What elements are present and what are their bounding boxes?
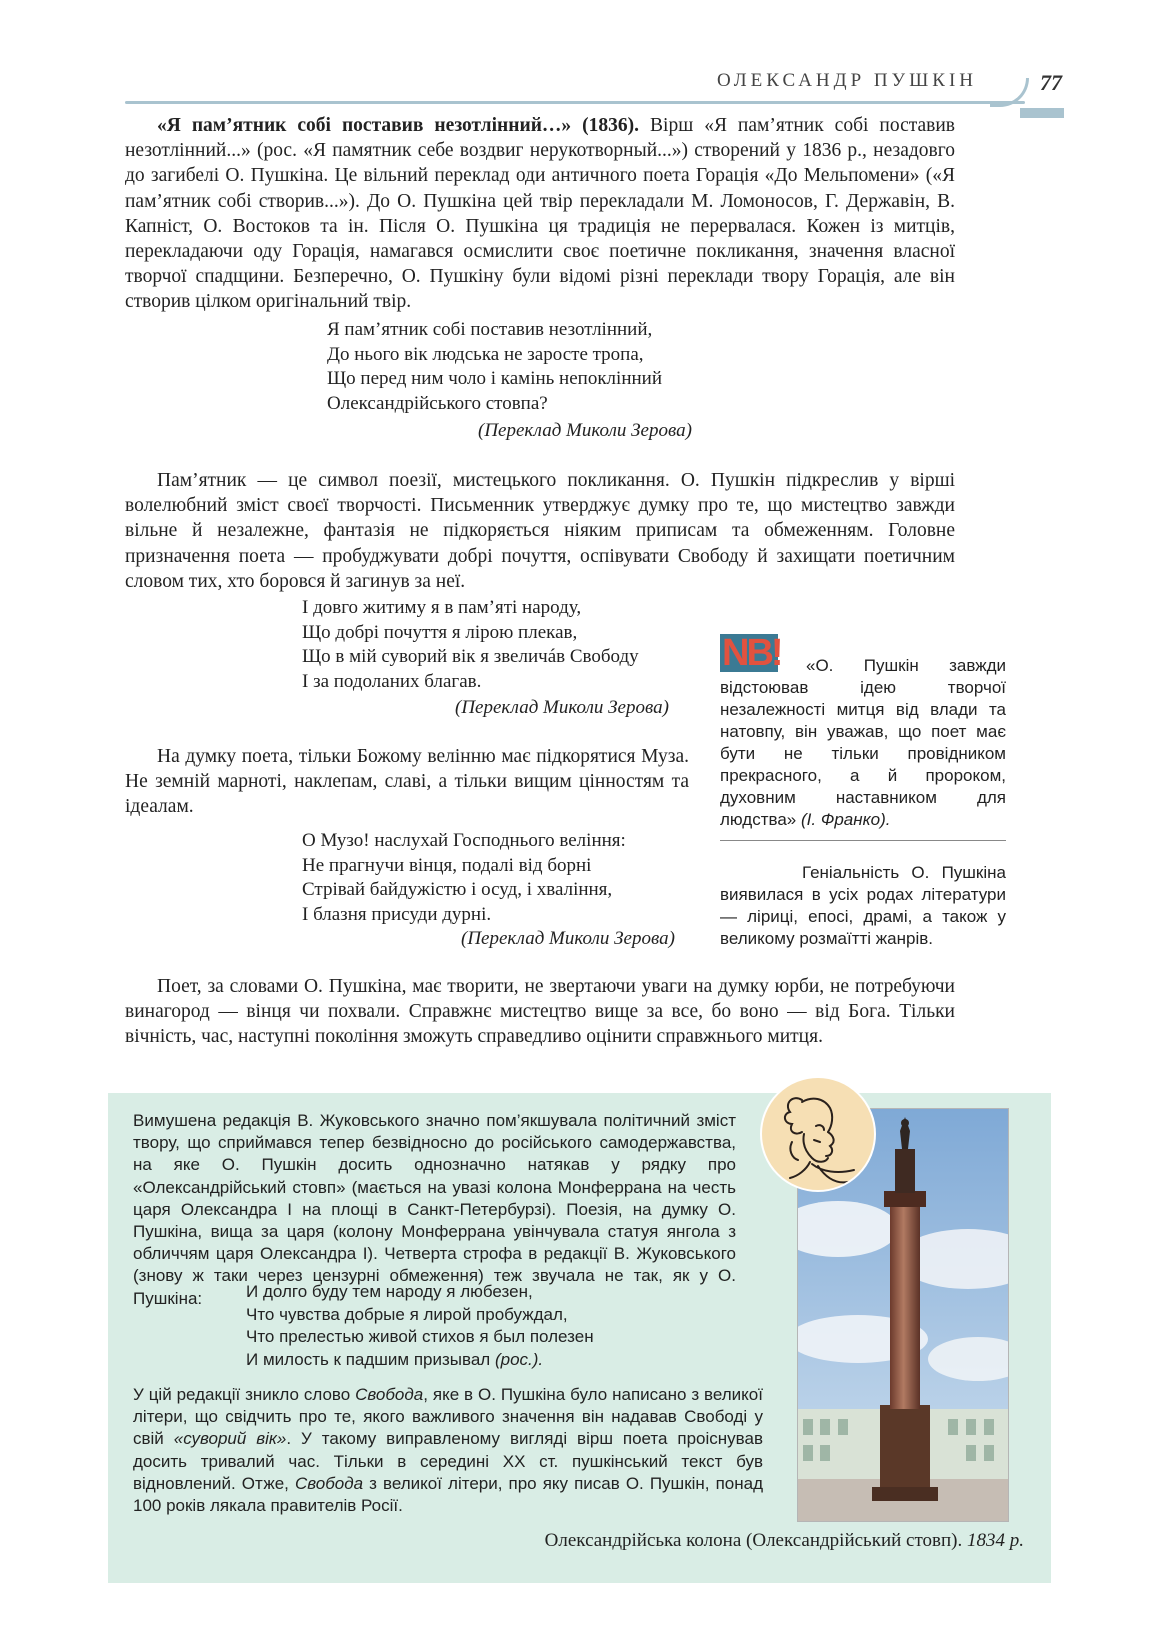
pushkin-portrait-sketch (760, 1076, 876, 1192)
box-verse-line: Что прелестью живой стихов я был полезен (246, 1327, 594, 1346)
verse-3 (302, 829, 626, 927)
verse-2-attribution: (Переклад Миколи Зерова) (455, 697, 669, 718)
box-text-2-part: . У такому виправленому вигляді вірш поета проіснував досить тривалий час. Тільки в середині ХХ ст. пушкінський текст був відновлений. Отже, (133, 1429, 763, 1493)
verse-line: Я пам’ятник собі поставив незотлінний, (327, 319, 653, 340)
verse-1-attribution: (Переклад Миколи Зерова) (478, 420, 692, 441)
box-verse (246, 1281, 594, 1371)
nb-logo-text: NB! (722, 632, 781, 674)
photo-caption (545, 1530, 1024, 1552)
paragraph-4-text: Поет, за словами О. Пушкіна, має творити, не звертаючи уваги на думку юрби, не потребуючи винагород — вінця чи похвали. Справжнє мистецтво вище за все, бо воно — від Бога. Тільки вічність, час, наступні покоління зможуть справедливо оцінити справжнього митця. (125, 976, 955, 1048)
verse-line: І за подоланих благав. (302, 670, 482, 692)
verse-line: І блазня присуди дурні. (302, 903, 492, 925)
paragraph-3 (125, 744, 689, 820)
box-text-2-part: У цій редакції зникло слово (133, 1385, 351, 1404)
running-title: ОЛЕКСАНДР ПУШКІН (717, 70, 977, 91)
nb-quote-author: (І. Франко). (801, 810, 891, 829)
poem-title: «Я пам’ятник собі поставив незотлінний…» (1836). (157, 115, 640, 136)
sidebar-divider (720, 840, 1006, 841)
nb-note: Геніальність О. Пушкіна виявилася в усіх родах літератури — ліриці, епосі, драмі, а також у великому розмаїтті жанрів. (720, 863, 1006, 948)
verse-line: І довго житиму я в пам’яті народу, (302, 597, 582, 618)
nb-quote-text: «О. Пушкін завжди відстоював ідею творчої незалежності митця від влади та натовпу, він уважав, що поет має бути не тільки провідником прекрасного, а й пророком, духовним наставником для людства» (720, 656, 1006, 829)
verse-line: Олександрійського стовпа? (327, 392, 548, 414)
box-text-2 (133, 1384, 763, 1517)
verse-2 (302, 596, 639, 694)
verse-line: О Музо! наслухай Господнього веління: (302, 830, 626, 851)
pushkin-sketch-illustration (762, 1078, 874, 1190)
box-text-1: Вимушена редакція В. Жуковського значно пом’якшувала політичний зміст твору, що сприймався тепер безвідносно до російського самодержавства, на яке О. Пушкін досить однозначно натякав у рядку про «Олександрійський стовп» (мається на увазі колона Монферрана на честь царя Олександра І на площі в Санкт-Петербурзі). Поезія, на думку О. Пушкіна, вища за царя (колону Монферрана увінчувала статуя янгола з обличчям царя Олександра І). Четверта строфа в редакції В. Жуковського (знову ж таки через цензурні обмеження) теж звучала не так, як у О. Пушкіна: (133, 1111, 736, 1308)
verse-1 (327, 318, 662, 416)
box-emphasis-quote: «суворий вік» (173, 1429, 287, 1449)
photo-caption-year: 1834 р. (967, 1530, 1024, 1551)
page-number: 77 (1040, 70, 1062, 95)
intro-paragraph (125, 113, 955, 315)
box-emphasis-word: Свобода (294, 1473, 364, 1493)
photo-caption-text: Олександрійська колона (Олександрійський стовп). (544, 1530, 963, 1551)
box-verse-suffix: (рос.). (494, 1349, 544, 1369)
verse-3-attribution: (Переклад Миколи Зерова) (461, 928, 675, 949)
intro-text: Вірш «Я пам’ятник собі поставив незотлінний...» (рос. «Я памятник себе воздвиг нерукотворный...») створений у 1836 р., незадовго до загибелі О. Пушкіна. Це вільний переклад оди античного поета Горація «До Мельпомени» («Я пам’ятник собі створив...»). До О. Пушкіна цей твір перекладали М. Ломоносов, Г. Державін, В. Капніст, О. Востоков та ін. Після О. Пушкіна ця традиція не перервалася. Кожен із митців, перекладаючи оду Горація, намагався осмислити своє поетичне покликання, значення власної творчої спадщини. Безперечно, О. Пушкіну були відомі різні переклади твору Горація, але він створив цілком оригінальний твір. (125, 115, 955, 313)
nb-quote (720, 655, 1006, 831)
header-rule (125, 101, 1025, 104)
box-verse-line (246, 1349, 594, 1372)
verse-line: Що перед ним чоло і камінь непоклінний (327, 368, 662, 389)
box-verse-line: Что чувства добрые я лирой пробуждал, (246, 1304, 568, 1324)
box-text-2-part: , яке в О. Пушкіна було написано з великої літери, що свідчить про те, якого важливого значення він надавав Свободі у свій (133, 1385, 763, 1449)
verse-line: Не прагнучи вінця, подалі від борні (302, 854, 592, 876)
verse-line: Стрівай байдужістю і осуд, і хваління, (302, 879, 613, 900)
verse-line: До нього вік людська не заросте тропа, (327, 343, 644, 365)
box-emphasis-word: Свобода (355, 1385, 424, 1404)
box-text-2-part: з великої літери, про яку писав О. Пушкін, понад 100 років лякала правителів Росії. (133, 1473, 764, 1516)
page-header (0, 0, 1162, 120)
paragraph-3-text: На думку поета, тільки Божому велінню має підкорятися Муза. Не земній марноті, наклепам, славі, а тільки вищим цінностям та ідеалам. (125, 746, 689, 818)
paragraph-4 (125, 974, 955, 1050)
header-tab (1020, 108, 1064, 118)
paragraph-2 (125, 468, 955, 594)
verse-line: Що в мій суворий вік я звеличáв Свободу (302, 646, 639, 667)
box-verse-line-text: И милость к падшим призывал (246, 1349, 491, 1369)
box-verse-line: И долго буду тем народу я любезен, (246, 1282, 533, 1301)
verse-line: Що добрі почуття я лірою плекав, (302, 621, 578, 643)
paragraph-2-text: Пам’ятник — це символ поезії, мистецького покликання. О. Пушкін підкреслив у вірші волелюбний зміст своєї творчості. Письменник утверджує думку про те, що мистецтво завжди вільне й незалежне, фантазія не підкоряється ніяким приписам та обмеженням. Головне призначення поета — пробуджувати добрі почуття, оспівувати Свободу й захищати поетичним словом тих, хто боровся й загинув за неї. (125, 470, 955, 592)
